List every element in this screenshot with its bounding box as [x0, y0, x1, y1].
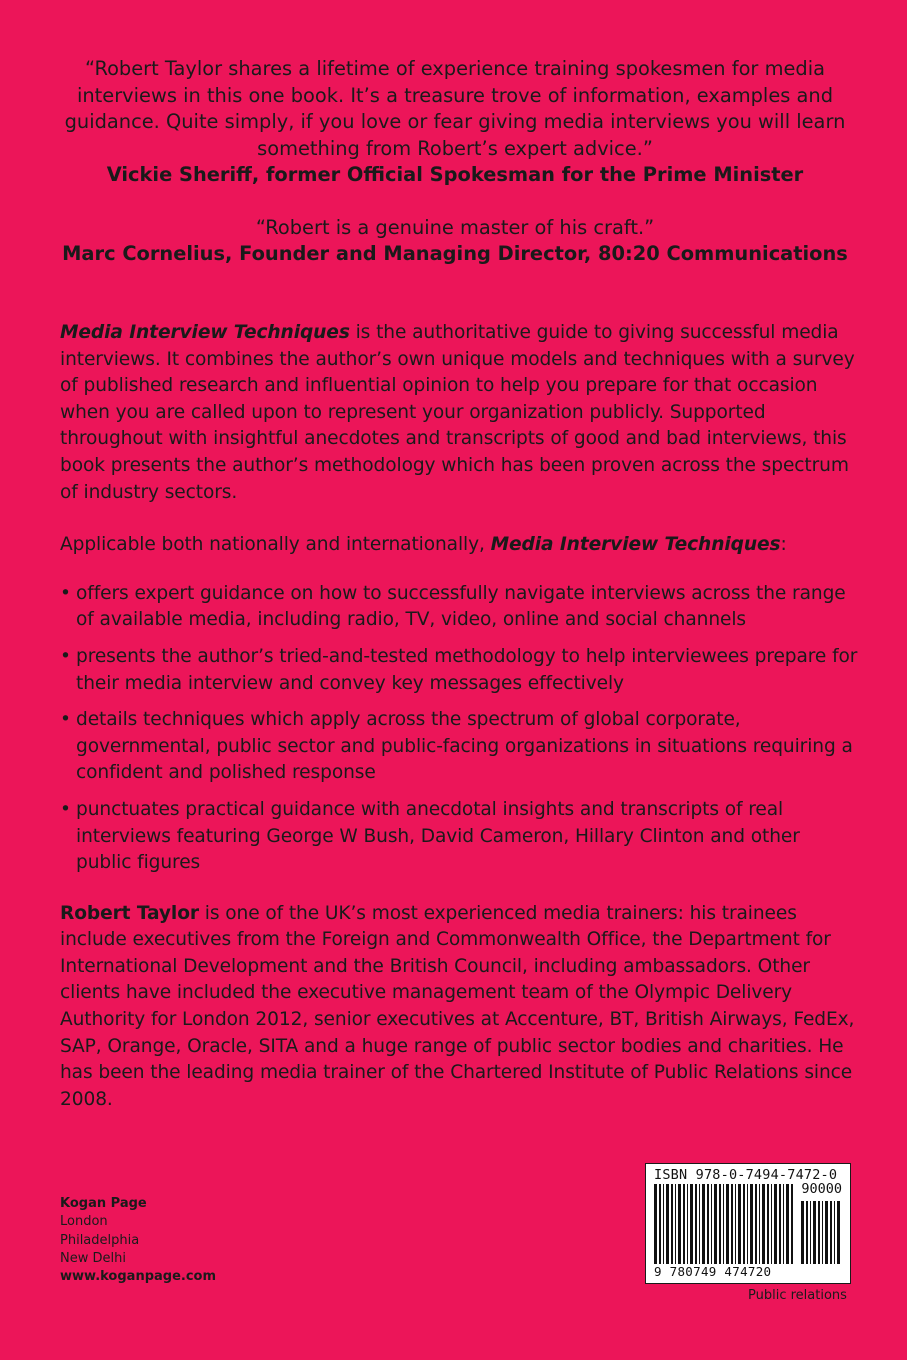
list-item	[60, 797, 860, 877]
list-item-text: offers expert guidance on how to successfully navigate interviews across the range of available media, including radio, TV, video, online and social channels	[76, 582, 846, 631]
description-paragraph	[60, 320, 860, 506]
book-title: Media Interview Techniques	[490, 534, 781, 556]
publisher-url: www.koganpage.com	[60, 1269, 217, 1285]
publisher-city: Philadelphia	[60, 1232, 140, 1248]
list-item	[60, 581, 860, 634]
endorsements	[60, 56, 850, 268]
endorsement-1	[60, 56, 850, 189]
author-name: Robert Taylor	[60, 902, 199, 924]
quote-attribution: Marc Cornelius, Founder and Managing Director, 80:20 Communications	[62, 242, 848, 265]
book-title: Media Interview Techniques	[60, 322, 350, 343]
price-code: 90000	[801, 1181, 842, 1197]
list-item-text: punctuates practical guidance with anecdotal insights and transcripts of real interviews featuring George W Bush, David Cameron, Hillary Clinton and other public figures	[76, 798, 800, 874]
publisher-city: London	[60, 1214, 108, 1230]
bullet-icon: •	[60, 645, 71, 667]
barcode-addon-bars-icon	[801, 1201, 843, 1264]
category-label: Public relations	[748, 1288, 847, 1303]
blurb	[60, 320, 860, 1113]
quote-text: “Robert is a genuine master of his craft.”	[255, 215, 655, 239]
list-item	[60, 707, 860, 787]
isbn-text: ISBN 978-0-7494-7472-0	[654, 1167, 838, 1183]
applicable-lead: Applicable both nationally and internationally,	[60, 534, 491, 556]
feature-list	[60, 581, 860, 877]
quote-text: “Robert Taylor shares a lifetime of experience training spokesmen for media interviews in this one book. It’s a treasure trove of information, examples and guidance. Quite simply, if you love or fear giving media interviews you will learn something from Robert’s expert advice.”	[64, 57, 846, 160]
author-bio-text: is one of the UK’s most experienced media trainers: his trainees include executives from the Foreign and Commonwealth Office, the Department for International Development and the British Council, including ambassadors. Other clients have included the executive management team of the Olympic Delivery Authority for London 2012, senior executives at Accenture, BT, British Airways, FedEx, SAP, Orange, Oracle, SITA and a huge range of public sector bodies and charities. He has been the leading media trainer of the Chartered Institute of Public Relations since 2008.	[60, 902, 855, 1110]
publisher-imprint	[60, 1195, 216, 1286]
author-bio	[60, 901, 860, 1114]
description-text: is the authoritative guide to giving successful media interviews. It combines the author’s own unique models and techniques with a survey of published research and influential opinion to help you prepare for that occasion when you are called upon to represent your organization publicly. Supported throughout with insightful anecdotes and transcripts of good and bad interviews, this book presents the author’s methodology which has been proven across the spectrum of industry sectors.	[60, 322, 855, 503]
isbn-barcode	[645, 1163, 851, 1284]
publisher-name: Kogan Page	[60, 1196, 147, 1211]
endorsement-2	[60, 215, 850, 268]
quote-attribution: Vickie Sheriff, former Official Spokesman for the Prime Minister	[106, 163, 804, 186]
publisher-city: New Delhi	[60, 1250, 126, 1266]
bullet-icon: •	[60, 582, 71, 604]
bullet-icon: •	[60, 709, 71, 731]
list-item-text: presents the author’s tried-and-tested methodology to help interviewees prepare for their media interview and convey key messages effectively	[76, 645, 858, 694]
barcode-bars-icon	[654, 1184, 794, 1264]
list-item	[60, 644, 860, 697]
applicable-paragraph	[60, 532, 860, 559]
bullet-icon: •	[60, 798, 71, 820]
barcode-digits: 9 780749 474720	[654, 1264, 772, 1279]
list-item-text: details techniques which apply across the spectrum of global corporate, governmental, public sector and public-facing organizations in situations requiring a confident and polished response	[76, 709, 853, 784]
applicable-tail: :	[780, 534, 787, 556]
